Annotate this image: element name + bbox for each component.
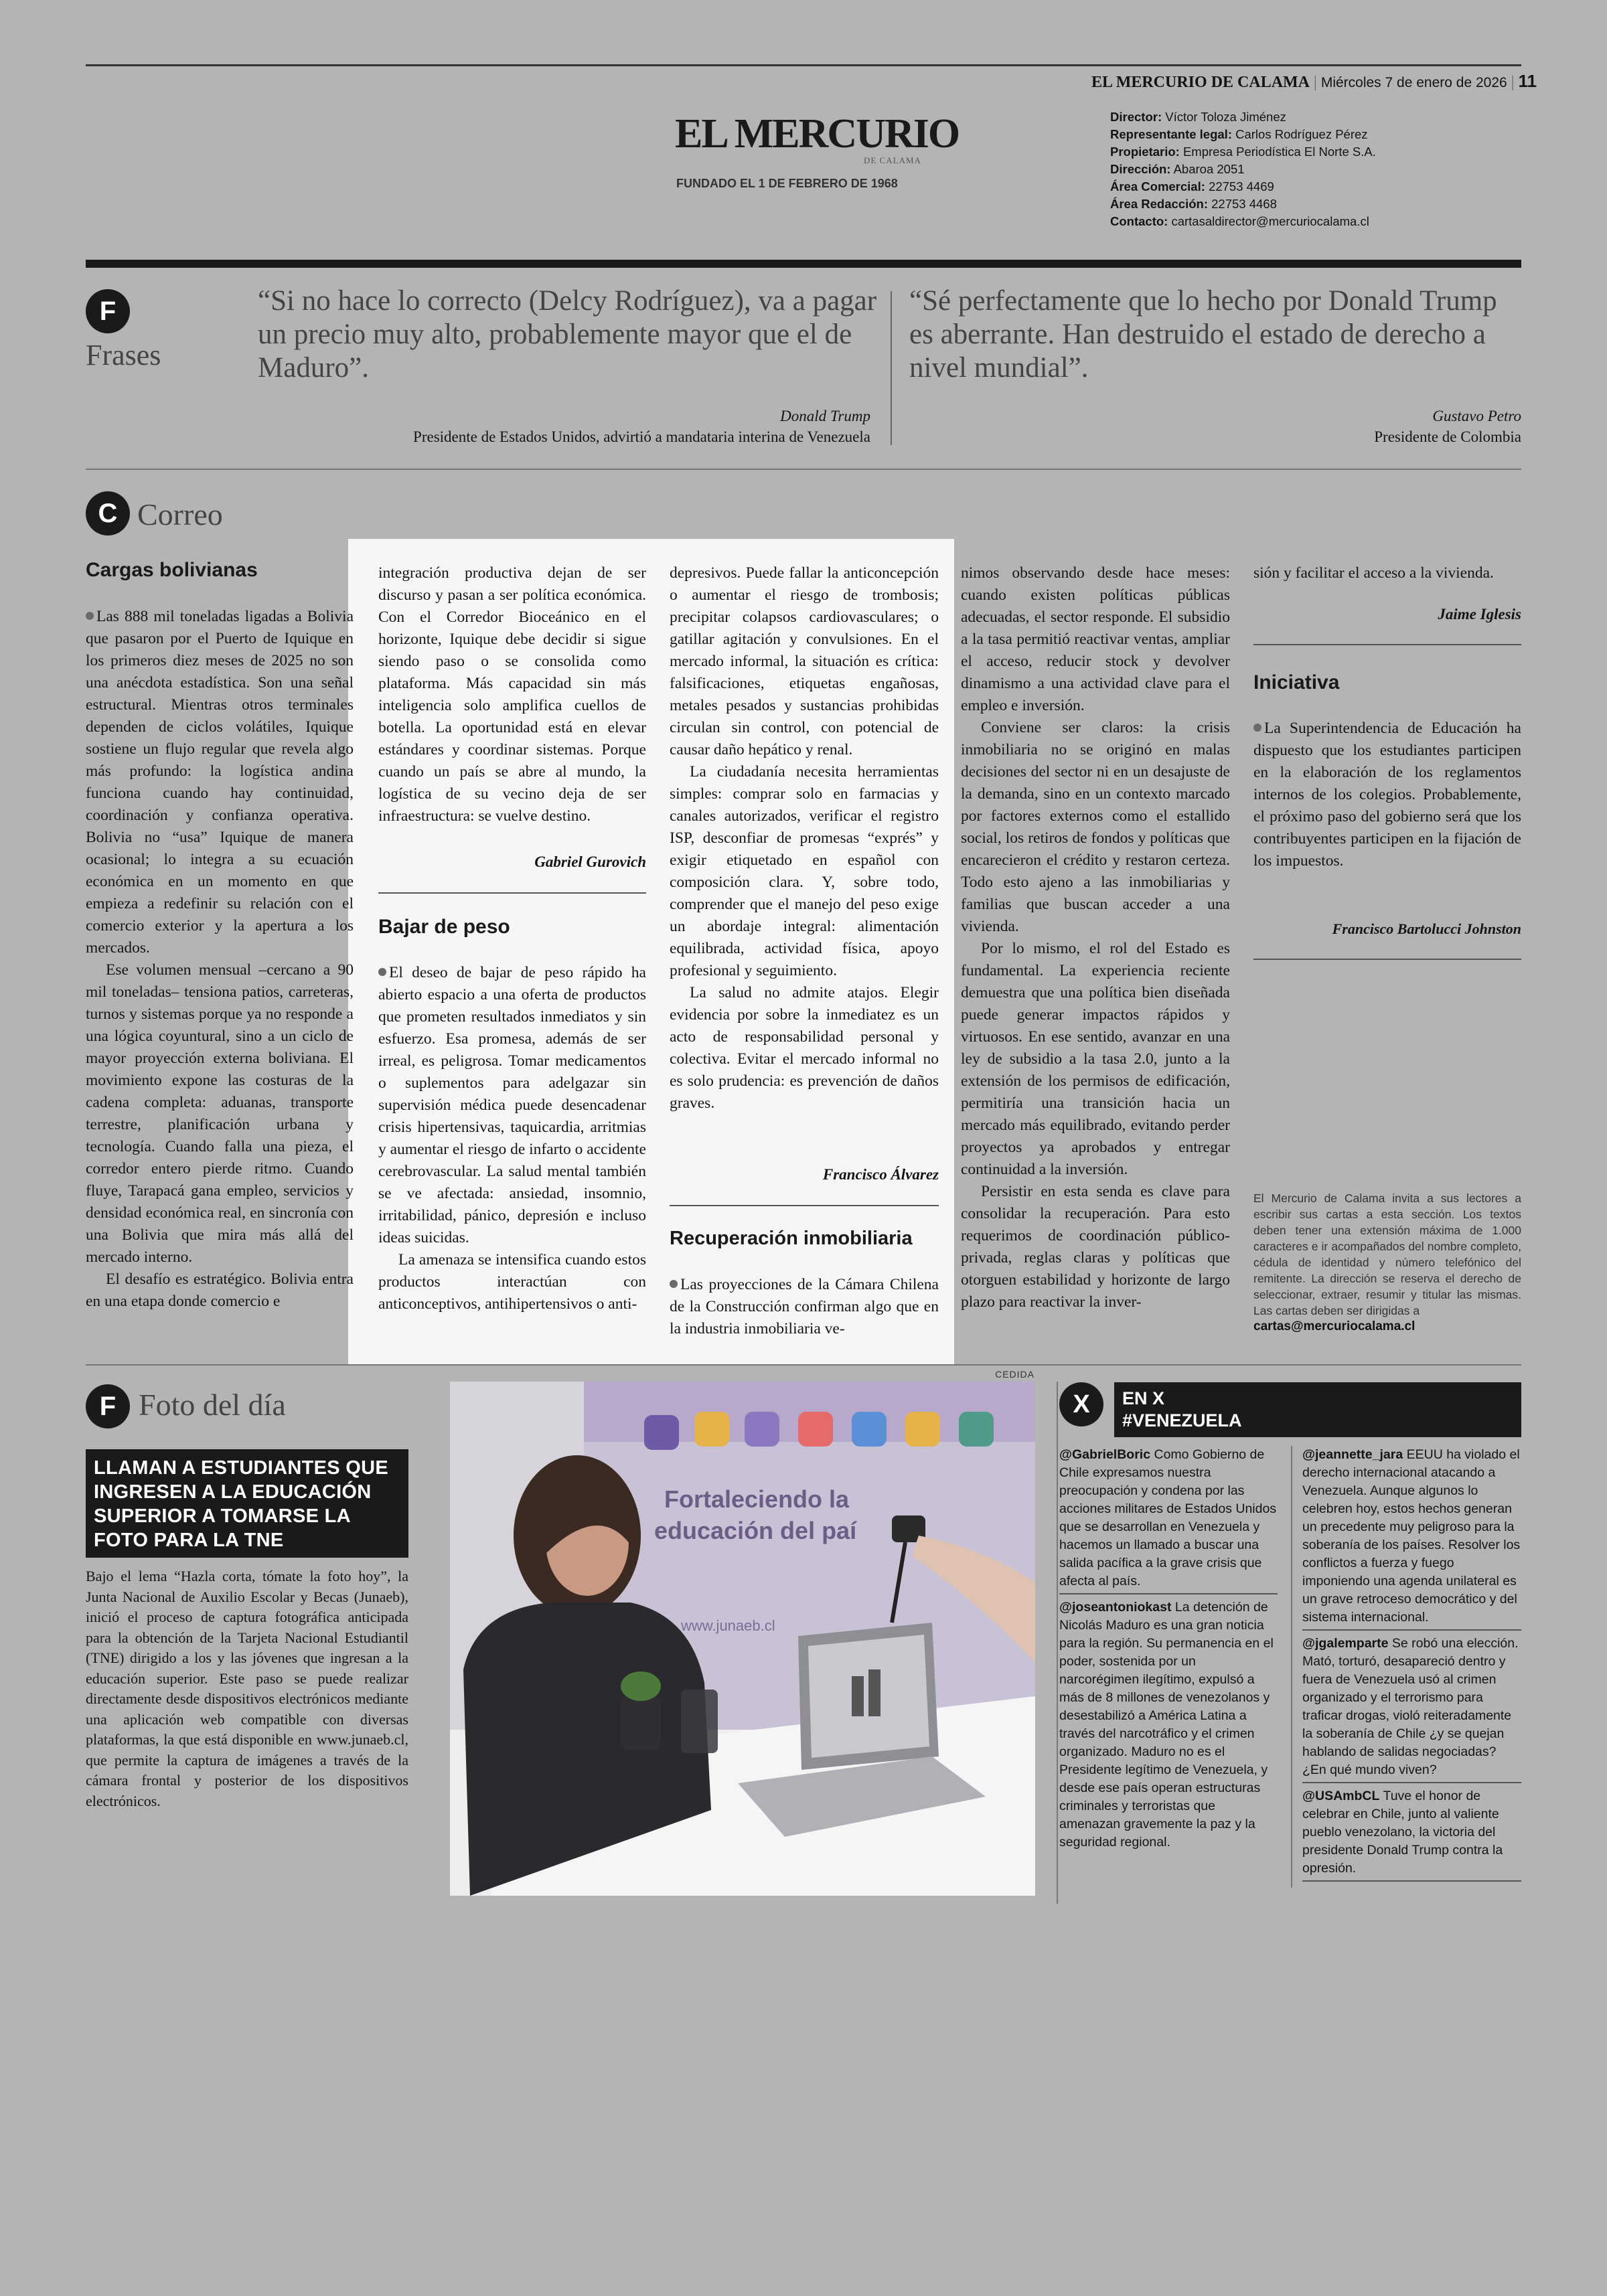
letter-1-continuation: integración productiva dejan de ser discurso y pasan a ser política económica. Con el Corredor Bioceánico en el horizonte, Iquique debe decidir si sigue siendo paso o se consolida como plataforma. Más capacidad sin más inteligencia solo amplifica cuellos de botella. La oportunidad está en elevar estándares y coordinar sistemas. Porque cuando un país se abre al mundo, la logística de su vecino deja de ser infraestructura: se vuelve destino.: [378, 564, 646, 825]
tweets-col-2: [1302, 1446, 1521, 1886]
letter-3-continuation: nimos observando desde hace meses: cuando existen políticas públicas adecuadas, el sector responde. El subsidio a la tasa permitió reactivar ventas, ampliar el acceso, reducir stock y devolver dinamismo a una actividad clave para el empleo e inversión. Conviene ser claros: la crisis inmobiliaria no se originó en malas decisiones del sector ni en un desajuste de la demanda, sino en un contexto marcado por factores externos como el estallido social, los retiros de fondos y políticas que encarecieron el crédito y restaron certeza. Todo esto ajeno a las inmobiliarias y familias que buscan acceder a una vivienda. Por lo mismo, el rol del Estado es fundamental. La experiencia reciente demuestra que una política bien diseñada puede generar impactos rápidos y virtuosos. En ese sentido, avanzar en una ley de subsidio a la tasa 2.0, junto a la extensión de los permisos de edificación, permitiría una transición hacia un mercado más equilibrado, evitando perder proyectos ya aprobados y entregar continuidad a la inversión. Persistir en esta senda es clave para consolidar la recuperación. Para esto requerimos de coordinación público-privada, reglas claras y políticas que otorguen estabilidad y horizonte de largo plazo para reactivar la inver-: [961, 564, 1230, 1311]
tweet: @joseantoniokast La detención de Nicolás Maduro es una gran noticia para la región. Su permanencia en el poder, sostenida por un narcorégimen ilegítimo, expulsó a más de 8 millones de venezolanos y desestabilizó a América Latina a través del narcotráfico y el crimen organizado. Maduro no es el Presidente legítimo de Venezuela, y desde ese país operan estructuras criminales y terroristas que amenazan gravemente la paz y la seguridad regional.: [1059, 1600, 1274, 1850]
masthead-founded: FUNDADO EL 1 DE FEBRERO DE 1968: [676, 177, 898, 190]
letter-2-headline: Bajar de peso: [378, 916, 510, 938]
photo-illustration: [450, 1382, 1035, 1896]
letter-3-headline: Recuperación inmobiliaria: [670, 1228, 913, 1249]
frases-badge: F: [86, 289, 130, 333]
letter-4-body: [1253, 718, 1521, 872]
photo-of-the-day: [450, 1382, 1035, 1896]
letter-1-paragraph: El desafío es estratégico. Bolivia entra en una etapa donde comercio e: [86, 1270, 354, 1310]
tweet-handle[interactable]: @jeannette_jara: [1302, 1447, 1403, 1462]
letter-2-paragraph: El deseo de bajar de peso rápido ha abierto espacio a una oferta de productos que prometen resultados inmediatos y sin esfuerzo. Esa promesa, además de ser irreal, es peligrosa. Tomar medicamentos o suplementos para adelgazar sin supervisión médica puede desencadenar crisis hipertensivas, taquicardia, arritmias y aumentar el riesgo de infarto o accidente cerebrovascular. La salud mental también se ve afectada: ansiedad, insomnio, irritabilidad, pánico, depresión e incluso ideas suicidas.: [378, 964, 646, 1246]
staff-newsroom: Área Redacción: 22753 4468: [1110, 197, 1277, 211]
letter-1-signature: Gabriel Gurovich: [534, 853, 646, 870]
enx-title-box: [1114, 1382, 1521, 1437]
quote-2: [909, 284, 1521, 385]
running-head: EL MERCURIO DE CALAMA | Miércoles 7 de enero de 2026 | 11: [1091, 71, 1537, 91]
foto-title: Foto del día: [139, 1388, 286, 1422]
quote-1: [258, 284, 877, 385]
letters-notice: El Mercurio de Calama invita a sus lectores a escribir sus cartas a esta sección. Los textos deben tener una extensión máxima de 1.000 caracteres e ir acompañados del nombre completo, cédula de identidad y número telefónico del remitente. La dirección se reserva el derecho de seleccionar, extraer, resumir y titular las mismas. Las cartas deben ser dirigidas a cartas@mercuriocalama.cl: [1253, 1192, 1521, 1333]
enx-title-line2: #VENEZUELA: [1122, 1410, 1242, 1430]
staff-legal: Representante legal: Carlos Rodríguez Pérez: [1110, 127, 1368, 141]
masthead-logo: EL MERCURIO: [675, 111, 960, 157]
frases-title: Frases: [86, 339, 161, 372]
correo-badge: C: [86, 491, 130, 536]
tweet-handle[interactable]: @jgalemparte: [1302, 1636, 1389, 1651]
quote-1-author: Donald Trump: [780, 408, 870, 424]
letter-3-signature: Jaime Iglesis: [1438, 606, 1521, 623]
letter-1-paragraph: Las 888 mil toneladas ligadas a Bolivia que pasaron por el Puerto de Iquique en los primeros diez meses de 2025 no son una anécdota estadística. Son una señal estructural. Mientras otros terminales dependen de ciclos volátiles, Iquique sostiene un flujo regular que revela algo más profundo: la logística andina funciona cuando hay continuidad, coordinación y confianza operativa. Bolivia no “usa” Iquique de manera ocasional; lo integra a su ecuación económica en un momento en que empieza a redefinir su relación con el comercio exterior y la apertura a los mercados.: [86, 608, 354, 957]
foto-caption: Bajo el lema “Hazla corta, tómate la foto hoy”, la Junta Nacional de Auxilio Escolar y Becas (Junaeb), inició el proceso de captura fotográfica anticipada para la obtención de la Tarjeta Nacional Estudiantil (TNE) dirigido a los y las jóvenes que ingresan a la educación superior. Este paso se puede realizar directamente desde dispositivos electrónicos mediante una aplicación web compatible con diversas plataformas, la que está disponible en www.junaeb.cl, que permite la captura de imágenes a través de la cámara frontal y posterior de los dispositivos electrónicos.: [86, 1568, 408, 1809]
page-number: 11: [1518, 71, 1537, 91]
staff-owner: Propietario: Empresa Periodística El Norte S.A.: [1110, 145, 1376, 159]
running-head-date: Miércoles 7 de enero de 2026: [1320, 75, 1507, 90]
quote-1-text: “Si no hace lo correcto (Delcy Rodríguez), va a pagar un precio muy alto, probablemente mayor que el de Maduro”.: [258, 285, 877, 384]
foto-badge: F: [86, 1384, 130, 1428]
foto-headline: LLAMAN A ESTUDIANTES QUE INGRESEN A LA EDUCACIÓN SUPERIOR A TOMARSE LA FOTO PARA LA TNE: [86, 1449, 408, 1558]
quote-2-author: Gustavo Petro: [1432, 408, 1521, 424]
letter-4-headline: Iniciativa: [1253, 671, 1340, 693]
letter-2-continuation: depresivos. Puede fallar la anticoncepción o aumentar el riesgo de trombosis; precipitar colapsos cardiovasculares; o gatillar agitación y convulsiones. En el mercado informal, la situación es crítica: falsificaciones, etiquetas engañosas, metales pesados y sustancias prohibidas circulan sin control, con potencial de causar daño hepático y renal. La ciudadanía necesita herramientas simples: comprar solo en farmacias y canales autorizados, verificar el registro ISP, desconfiar de promesas “exprés” y exigir etiquetado en español con composición clara. Y, sobre todo, comprender que el manejo del peso exige un abordaje integral: alimentación equilibrada, actividad física, apoyo profesional y seguimiento. La salud no admite atajos. Elegir evidencia por sobre la inmediatez es un acto de responsabilidad personal y colectiva. Evitar el mercado informal no es solo prudencia: es prevención de daños graves.: [670, 564, 939, 1112]
masthead-logo-sub: DE CALAMA: [864, 155, 921, 165]
banner-url: www.junaeb.cl: [681, 1617, 775, 1634]
staff-director: Director: Víctor Toloza Jiménez: [1110, 110, 1286, 124]
letter-3-continuation-2: sión y facilitar el acceso a la vivienda.: [1253, 564, 1494, 582]
staff-contact: Contacto: cartasaldirector@mercuriocalama.cl: [1110, 214, 1369, 228]
letter-1-paragraph: Ese volumen mensual –cercano a 90 mil toneladas– tensiona patios, carreteras, turnos y sistemas porque ya no responde a una lógica coyuntural, sino a un ciclo de mayor proyección externa boliviana. El movimiento expone las costuras de la cadena completa: aduanas, transporte terrestre, planificación urbana y tecnología. Cuando falla una pieza, el corredor entero pierde ritmo. Cuando fluye, Tarapacá gana empleo, servicios y densidad económica real, en sincronía con una Bolivia que mira más allá del mercado interno.: [86, 961, 354, 1266]
letter-2-paragraph: La amenaza se intensifica cuando estos productos interactúan con anticonceptivos, antihipertensivos o anti-: [378, 1251, 646, 1313]
tweets-col-1: [1059, 1446, 1278, 1852]
staff-commercial: Área Comercial: 22753 4469: [1110, 179, 1274, 193]
letter-2-body: [378, 962, 646, 1315]
photo-credit: CEDIDA: [995, 1369, 1035, 1380]
quote-2-role: Presidente de Colombia: [1374, 428, 1521, 445]
banner-text-line2: educación del paí: [654, 1517, 857, 1544]
staff-box: [1110, 108, 1512, 230]
banner-text-line1: Fortaleciendo la: [664, 1485, 850, 1513]
letter-4-signature: Francisco Bartolucci Johnston: [1332, 920, 1521, 937]
tweet: @jeannette_jara EEUU ha violado el derecho internacional atacando a Venezuela. Aunque algunos lo celebren hoy, estos hechos generan un precedente muy peligroso para la soberanía de los países. Resolver los conflictos a fuerza y fuego imponiendo una agenda unilateral es un grave retroceso democrático y del sistema internacional.: [1302, 1447, 1521, 1625]
header-thick-rule: [86, 260, 1521, 268]
tweet: @USAmbCL Tuve el honor de celebrar en Chile, junto al valiente pueblo venezolano, la victoria del presidente Donald Trump contra la opresión.: [1302, 1789, 1503, 1876]
tweet: @jgalemparte Se robó una elección. Mató, torturó, desapareció dentro y fuera de Venezuela usó al crimen organizado y el terrorismo para traficar drogas, violó reiteradamente la soberanía de Chile ¿y se quejan hablando de salidas negociadas? ¿En qué mundo viven?: [1302, 1636, 1519, 1777]
enx-badge: X: [1059, 1382, 1103, 1426]
staff-address: Dirección: Abaroa 2051: [1110, 162, 1245, 176]
letter-4-paragraph: La Superintendencia de Educación ha dispuesto que los estudiantes participen en la elaboración de los reglamentos internos de los colegios. Probablemente, el próximo paso del gobierno será que los contribuyentes participen en la fijación de los impuestos.: [1253, 720, 1521, 870]
correo-title: Correo: [137, 497, 223, 531]
letter-1-headline: Cargas bolivianas: [86, 559, 258, 581]
tweet-handle[interactable]: @joseantoniokast: [1059, 1600, 1172, 1615]
letter-1-body: [86, 606, 354, 1313]
letter-3-paragraph: Las proyecciones de la Cámara Chilena de la Construcción confirman algo que en la industria inmobiliaria ve-: [670, 1276, 939, 1337]
tweet-handle[interactable]: @USAmbCL: [1302, 1789, 1380, 1803]
enx-title-line1: EN X: [1122, 1388, 1165, 1408]
letters-email[interactable]: cartas@mercuriocalama.cl: [1253, 1319, 1415, 1333]
letter-2-signature: Francisco Álvarez: [822, 1166, 939, 1183]
letter-3-body: [670, 1274, 939, 1340]
tweet-handle[interactable]: @GabrielBoric: [1059, 1447, 1151, 1462]
quote-2-text: “Sé perfectamente que lo hecho por Donald Trump es aberrante. Han destruido el estado de derecho a nivel mundial”.: [909, 285, 1497, 384]
quote-1-role: Presidente de Estados Unidos, advirtió a mandataria interina de Venezuela: [413, 428, 870, 445]
tweet: @GabrielBoric Como Gobierno de Chile expresamos nuestra preocupación y condena por las acciones militares de Estados Unidos que se desarrollan en Venezuela y hacemos un llamado a buscar una salida pacífica a la grave crisis que afecta al país.: [1059, 1447, 1277, 1588]
running-head-paper: EL MERCURIO DE CALAMA: [1091, 74, 1310, 91]
